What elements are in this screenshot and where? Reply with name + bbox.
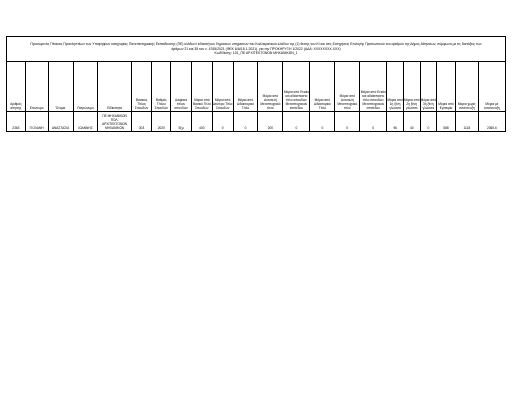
- table-cell: 5ξμ: [171, 112, 192, 132]
- table-title: [7, 37, 506, 62]
- column-header: Μόρια από Εμπειρία: [437, 62, 456, 112]
- table-cell: ΠΕ ΜΗΧΑΝΙΚΩΝ ΠΟΛ. ΑΡΧΙΤΕΚΤΟΝΩΝ ΜΗΧΑΝΙΚΩΝ: [98, 112, 131, 132]
- table-cell: ΑΝΑΣΤΑΣΙΑ: [48, 112, 73, 132]
- column-header: Πατρώνυμο: [73, 62, 98, 112]
- table-cell: 0: [335, 112, 360, 132]
- column-header: Όνομα: [48, 62, 73, 112]
- column-header: Μόρια από 2η ξένη γλώσσα: [403, 62, 420, 112]
- title-line-2: άρθρων 21 και 35 του ν. 4765/2021 (ΦΕΚ 6/Α/15.1.2021), για την ΠΡΟΚΗΡΥΞΗ 1/2022 (ΑΔΑ: ΧΧΧΧΧΧΧΧ-ΧΧΧ): [171, 46, 341, 51]
- table-cell: ΓΙΟΛΑΝΗ: [25, 112, 48, 132]
- table-cell: 200: [258, 112, 283, 132]
- table-cell: 40: [403, 112, 420, 132]
- table-cell: 96: [387, 112, 404, 132]
- table-cell: 303: [131, 112, 152, 132]
- table-cell: 0: [283, 112, 310, 132]
- table-row: [7, 112, 506, 132]
- candidates-table: [6, 36, 506, 132]
- column-header: Μόρια από Βασικό Τίτλο Σπουδών: [191, 62, 212, 112]
- column-header: Μόρια από Αυτοτελή Μεταπτυχιακό τίτλο: [335, 62, 360, 112]
- column-header: Αριθμός αίτησης: [7, 62, 26, 112]
- table-cell: 0: [310, 112, 335, 132]
- table-cell: 0: [360, 112, 387, 132]
- column-header: Μόρια από Δεύτερο Τίτλο Σπουδών: [212, 62, 233, 112]
- column-header: Μόρια από 1η ξένη γλώσσα: [387, 62, 404, 112]
- title-line-1: Προσωρινός Πίνακας Προσληπτέων των Υποψηφίων κατηγορίας Πανεπιστημιακής Εκπαίδευσης (ΠΕ) κλάδων/ ειδικοτήτων δημόσιων υπηρεσιών του Καλλικρατικού κλάδου της (1) θεσης του ΚΙ και στις Εισηγήσεις Επιλογής Προσωπικού του αριθμού της Δήμος Αθηναίων, σύμφωνα με τις διατάξεις των: [30, 42, 482, 47]
- column-header: Μόρια με συνέντευξη: [478, 62, 505, 112]
- column-header: Διάρκεια τίτλου σπουδών: [171, 62, 192, 112]
- table-cell: 2020: [152, 112, 171, 132]
- results-sheet: [6, 36, 506, 132]
- column-header: Μόρια από Αυτοτελή Μεταπτυχιακό τίτλο: [258, 62, 283, 112]
- column-header: Βαθμός Τίτλου Σπουδών: [152, 62, 171, 112]
- table-cell: 2363: [7, 112, 26, 132]
- title-line-3: ΚωδΘέσης: 101_ΠΕ ΑΡΧΙΤΕΚΤΟΝΩΝ ΜΗΧΑΝΙΚΩΝ_1: [214, 51, 298, 56]
- column-header: Βασικός Τίτλος Σπουδών: [131, 62, 152, 112]
- table-cell: 588: [437, 112, 456, 132]
- column-header-row: [7, 62, 506, 112]
- column-header: Ειδικότητα: [98, 62, 131, 112]
- column-header: Μόρια από Διδακτορικό Τίτλο: [310, 62, 335, 112]
- table-cell: ΙΩΑΝΝΗΣ: [73, 112, 98, 132]
- table-cell: 0: [233, 112, 258, 132]
- column-header: Μόρια από Διδακτορικό Τίτλο: [233, 62, 258, 112]
- column-header: Μόρια χωρίς συνέντευξη: [455, 62, 478, 112]
- table-cell: 0: [420, 112, 437, 132]
- table-cell: 400: [191, 112, 212, 132]
- column-header: Επώνυμο: [25, 62, 48, 112]
- table-cell: 2365,6: [478, 112, 505, 132]
- column-header: Μόρια από Ενιαίο και αδιάσπαστο τίτλο σπουδών Μεταπτυχιακού επιπέδου: [283, 62, 310, 112]
- table-cell: 0: [212, 112, 233, 132]
- column-header: Μόρια από 3η ξένη γλώσσα: [420, 62, 437, 112]
- table-cell: 1118: [455, 112, 478, 132]
- table-body: [7, 112, 506, 132]
- column-header: Μόρια από Ενιαίο και αδιάσπαστο τίτλο σπουδών Μεταπτυχιακού επιπέδου: [360, 62, 387, 112]
